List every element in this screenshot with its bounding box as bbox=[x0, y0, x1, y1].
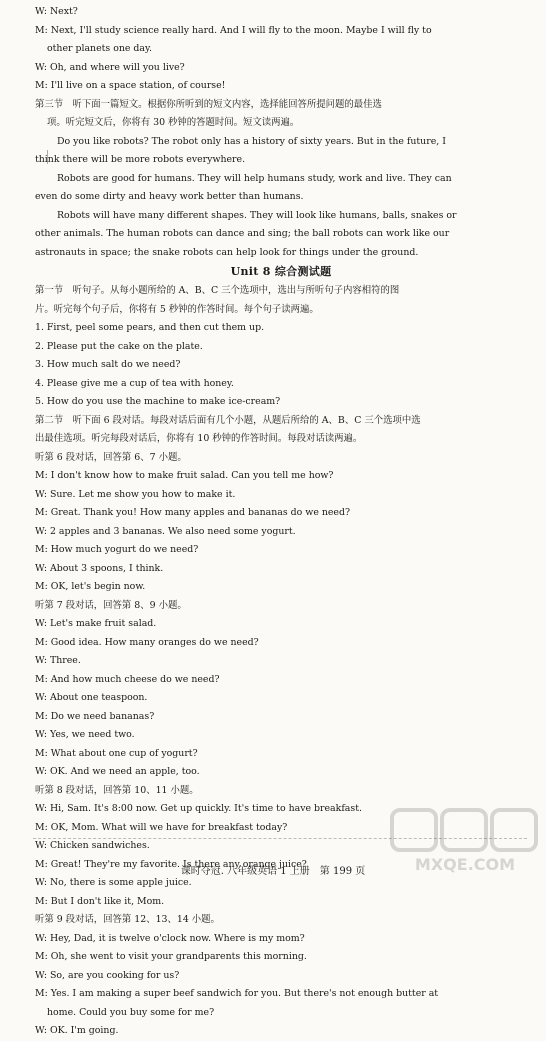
bottom-section bbox=[35, 282, 527, 1041]
text-line: M: How much yogurt do we need? bbox=[35, 544, 199, 555]
top-section bbox=[35, 3, 527, 262]
text-line: M: I don't know how to make fruit salad. Can you tell me how? bbox=[35, 470, 334, 481]
text-line: think there will be more robots everywhere. bbox=[35, 154, 246, 165]
text-line: M: Great. Thank you! How many apples and bananas do we need? bbox=[35, 507, 351, 518]
text-line: M: Yes. I am making a super beef sandwich for you. But there's not enough butter at bbox=[35, 988, 439, 999]
text-line: M: And how much cheese do we need? bbox=[35, 673, 220, 685]
text-line: 听第 7 段对话，回答第 8、9 小题。 bbox=[35, 599, 187, 611]
text-line: W: So, are you cooking for us? bbox=[35, 969, 180, 981]
text-line: M: Next, I'll study science really hard. And I will fly to the moon. Maybe I will fly to bbox=[35, 24, 432, 36]
text-line: W: Three. bbox=[35, 655, 81, 666]
text-line: M: OK, Mom. What will we have for breakfast today? bbox=[35, 821, 288, 833]
page-footer: 课时夺冠. 八年级英语 1 上册 第 199 页 bbox=[180, 866, 366, 877]
text-line: 5. How do you use the machine to make ice-cream? bbox=[35, 396, 281, 407]
text-line: Robots will have many different shapes. They will look like humans, balls, snakes or bbox=[57, 209, 457, 221]
text-line: Do you like robots? The robot only has a history of sixty years. But in the future, I bbox=[57, 135, 446, 147]
text-line: W: Next? bbox=[35, 6, 78, 17]
unit-title: Unit 8 综合测试题 bbox=[230, 265, 332, 278]
page-body bbox=[35, 3, 527, 1041]
text-line: W: Oh, and where will you live? bbox=[35, 61, 185, 73]
text-line: 4. Please give me a cup of tea with honey. bbox=[35, 377, 234, 389]
text-line: 第一节 听句子。从每小题所给的 A、B、C 三个选项中，选出与所听句子内容相符的图 bbox=[35, 285, 400, 296]
text-line: 2. Please put the cake on the plate. bbox=[35, 340, 203, 352]
text-line: M: Do we need bananas? bbox=[35, 710, 155, 722]
text-line: 听第 8 段对话，回答第 10、11 小题。 bbox=[35, 784, 199, 796]
text-line: other planets one day. bbox=[47, 43, 153, 54]
text-line: 出最佳选项。听完每段对话后，你将有 10 秒钟的作答时间。每段对话读两遍。 bbox=[35, 433, 363, 444]
text-line: M: Great! They're my favorite. Is there any orange juice? bbox=[35, 858, 307, 870]
text-line: M: I'll live on a space station, of course! bbox=[35, 80, 226, 91]
text-line: 项。听完短文后，你将有 30 秒钟的答题时间。短文读两遍。 bbox=[47, 117, 300, 128]
text-line: W: 2 apples and 3 bananas. We also need some yogurt. bbox=[35, 525, 296, 537]
text-line: even do some dirty and heavy work better than humans. bbox=[35, 191, 304, 202]
text-line: W: Hey, Dad, it is twelve o'clock now. Where is my mom? bbox=[35, 932, 305, 944]
text-line: 听第 9 段对话，回答第 12、13、14 小题。 bbox=[35, 914, 220, 925]
text-line: M: Oh, she went to visit your grandparents this morning. bbox=[35, 951, 307, 962]
text-line: 1. First, peel some pears, and then cut them up. bbox=[35, 322, 265, 333]
text-line: W: Let's make fruit salad. bbox=[35, 618, 157, 629]
svg-text:MXQE.COM: MXQE.COM bbox=[414, 855, 516, 874]
text-line: W: No, there is some apple juice. bbox=[35, 877, 192, 888]
text-line: W: Hi, Sam. It's 8:00 now. Get up quickly. It's time to have breakfast. bbox=[35, 803, 362, 814]
text-line: W: Yes, we need two. bbox=[35, 729, 135, 740]
text-line: 第二节 听下面 6 段对话。每段对话后面有几个小题，从题后所给的 A、B、C 三个选项中选 bbox=[35, 414, 421, 426]
text-line: other animals. The human robots can dance and sing; the ball robots can work like our bbox=[35, 228, 450, 239]
text-line: home. Could you buy some for me? bbox=[47, 1006, 215, 1018]
text-line: M: What about one cup of yogurt? bbox=[35, 747, 198, 759]
text-line: W: OK. I'm going. bbox=[35, 1025, 119, 1036]
text-line: M: OK, let's begin now. bbox=[35, 581, 146, 592]
text-line: 3. How much salt do we need? bbox=[35, 359, 181, 370]
text-line: astronauts in space; the snake robots can help look for things under the ground. bbox=[35, 246, 419, 258]
text-line: 听第 6 段对话，回答第 6、7 小题。 bbox=[35, 451, 187, 463]
text-line: Robots are good for humans. They will help humans study, work and live. They can bbox=[57, 172, 452, 184]
text-line: W: About one teaspoon. bbox=[35, 692, 148, 703]
text-line: M: But I don't like it, Mom. bbox=[35, 895, 165, 907]
text-line: W: Sure. Let me show you how to make it. bbox=[35, 488, 236, 500]
text-line: 第三节 听下面一篇短文。根据你所听到的短文内容，选择能回答所提问题的最佳选 bbox=[35, 98, 382, 110]
text-line: W: Chicken sandwiches. bbox=[35, 840, 150, 851]
text-line: 片。听完每个句子后，你将有 5 秒钟的作答时间。每个句子读两遍。 bbox=[35, 303, 319, 315]
text-line: M: Good idea. How many oranges do we need? bbox=[35, 636, 259, 648]
text-line: W: OK. And we need an apple, too. bbox=[35, 766, 200, 777]
watermark-logo bbox=[390, 806, 540, 876]
text-line: W: About 3 spoons, I think. bbox=[35, 562, 164, 574]
